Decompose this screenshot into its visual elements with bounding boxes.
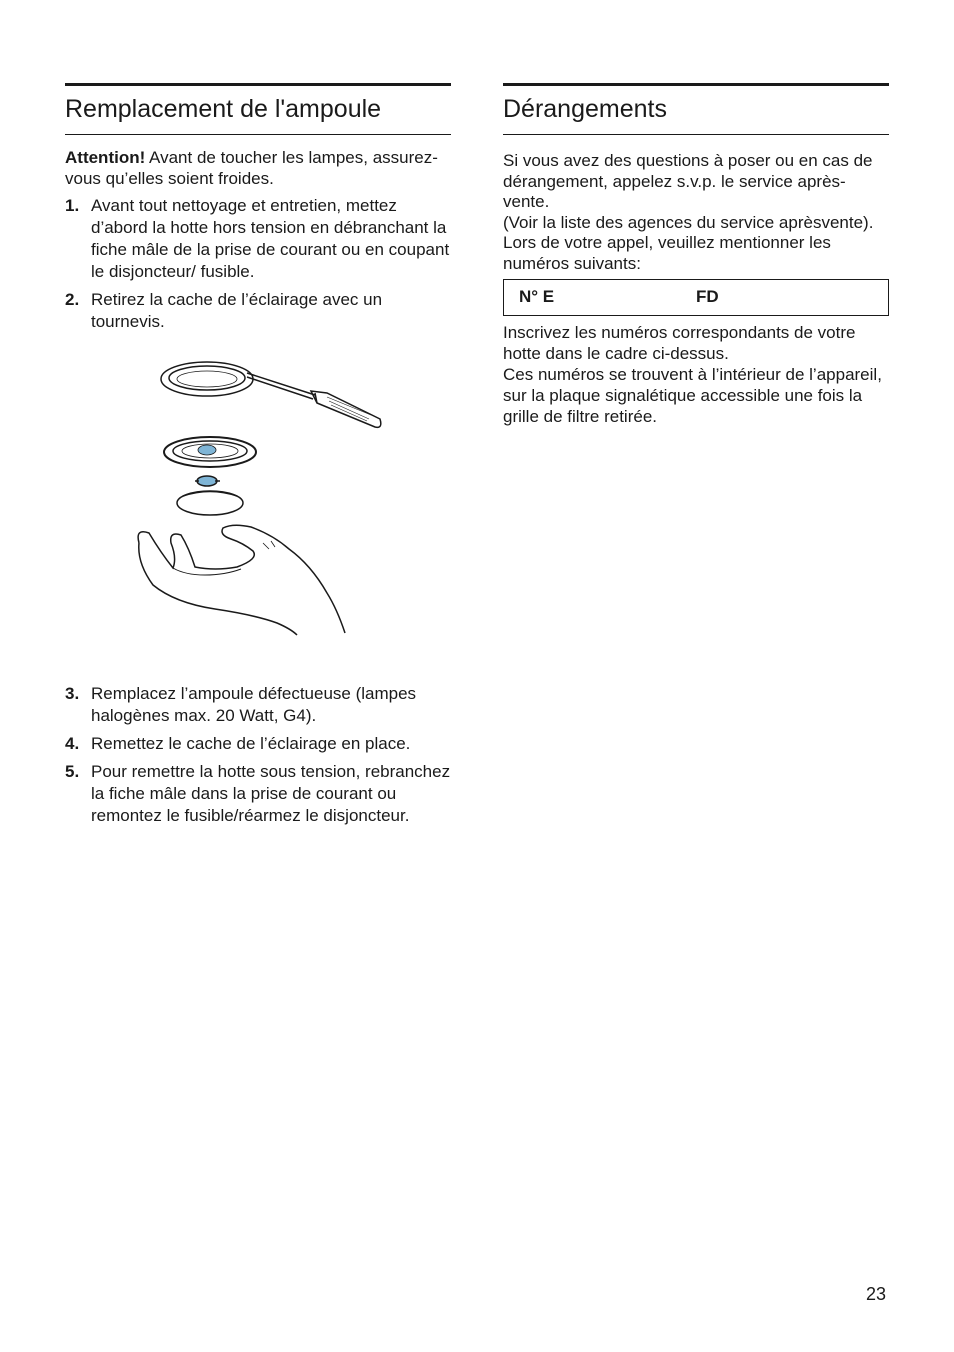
step-item (65, 683, 451, 727)
step-number: 5. (65, 762, 80, 781)
step-number: 1. (65, 196, 80, 215)
step-number: 3. (65, 684, 80, 703)
after-text (503, 322, 889, 427)
intro-paragraph: Lors de votre appel, veuillez mentionner les numéros suivants: (503, 233, 831, 273)
step-number: 2. (65, 290, 80, 309)
step-text: Avant tout nettoyage et entretien, mettez d’abord la hotte hors tension en débranchant la fiche mâle de la prise de courant ou en coupant le disjoncteur/ fusible. (91, 196, 450, 281)
section-title-troubleshooting: Dérangements (503, 86, 889, 135)
step-item (65, 733, 451, 755)
step-text: Remettez le cache de l’éclairage en place. (91, 734, 411, 753)
step-number: 4. (65, 734, 80, 753)
steps-list-before (65, 195, 451, 333)
step-item (65, 289, 451, 333)
intro-text (503, 151, 889, 274)
after-paragraph: Inscrivez les numéros correspondants de votre hotte dans le cadre ci-dessus. (503, 323, 856, 363)
step-item (65, 761, 451, 827)
lamp-replacement-icon (65, 353, 451, 653)
intro-paragraph: Si vous avez des questions à poser ou en cas de dérangement, appelez s.v.p. le service après-vente. (503, 151, 873, 211)
e-number-label: N° E (519, 287, 555, 306)
section-title-bulb-replacement: Remplacement de l'ampoule (65, 86, 451, 135)
product-number-box (503, 279, 889, 316)
attention-text: Avant de toucher les lampes, assurez-vous qu’elles soient froides. (65, 148, 438, 188)
left-column (65, 83, 451, 827)
intro-paragraph: (Voir la liste des agences du service aprèsvente). (503, 212, 874, 232)
step-item (65, 195, 451, 283)
step-text: Pour remettre la hotte sous tension, rebranchez la fiche mâle dans la prise de courant ou remontez le fusible/réarmez le disjoncteur. (91, 762, 451, 825)
right-column (503, 83, 889, 427)
fd-number-label: FD (696, 287, 719, 306)
steps-list-after (65, 683, 451, 827)
after-paragraph: Ces numéros se trouvent à l’intérieur de l’appareil, sur la plaque signalétique accessible une fois la grille de filtre retirée. (503, 365, 882, 426)
step-text: Remplacez l’ampoule défectueuse (lampes halogènes max. 20 Watt, G4). (91, 684, 417, 725)
attention-label: Attention! (65, 148, 146, 167)
page-number: 23 (866, 1284, 887, 1304)
attention-note (65, 147, 451, 189)
lamp-replacement-illustration (65, 353, 451, 653)
step-text: Retirez la cache de l’éclairage avec un tournevis. (91, 290, 383, 331)
